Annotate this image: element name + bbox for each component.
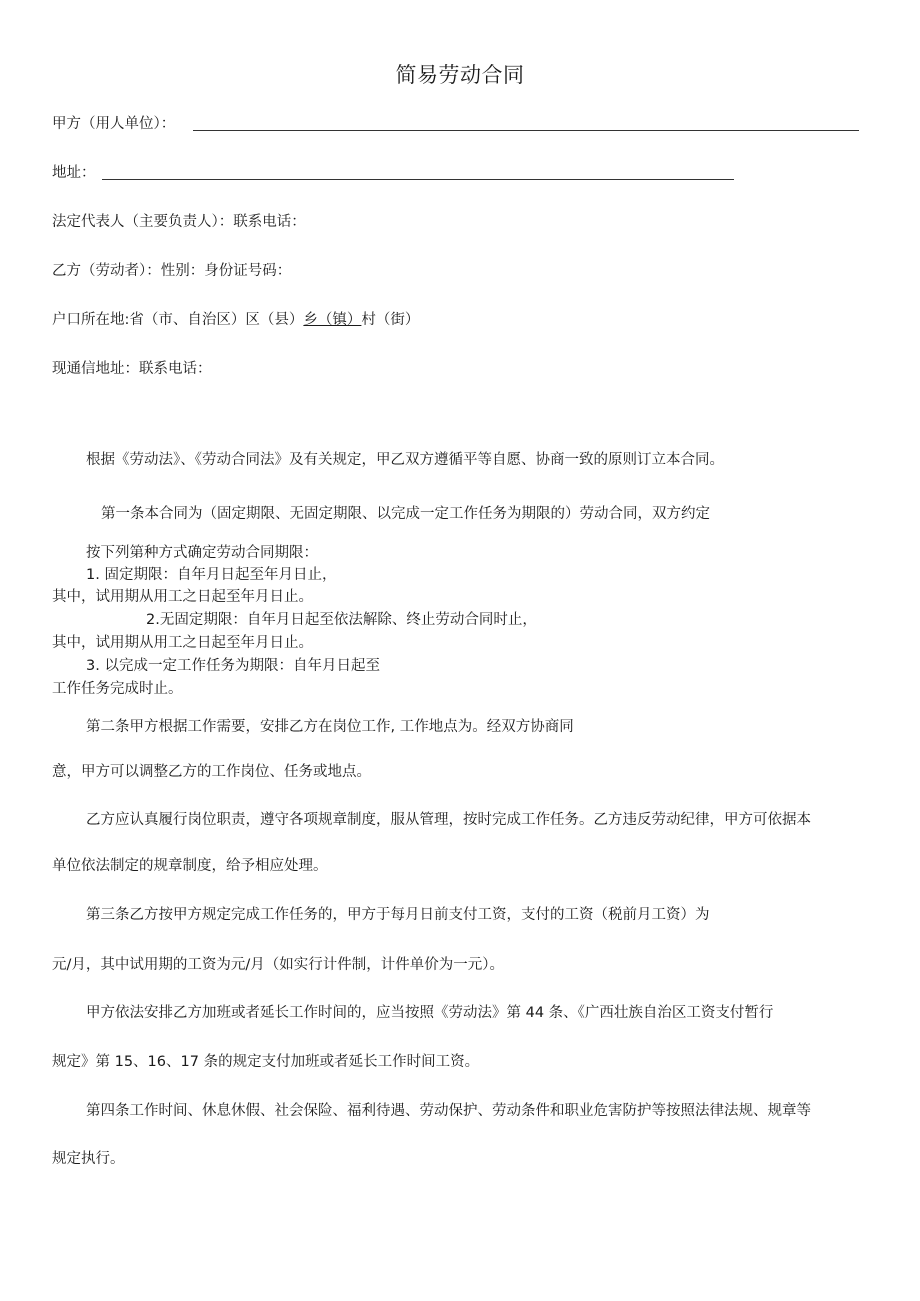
item1-line1: 1. 固定期限：自年月日起至年月日止，: [86, 567, 337, 583]
article1-line1: 第一条本合同为（固定期限、无固定期限、以完成一定工作任务为期限的）劳动合同，双方约定: [101, 506, 710, 522]
household-suffix: 村（街）: [361, 312, 420, 328]
item3-line2: 工作任务完成时止。: [52, 681, 183, 697]
address-field[interactable]: [102, 179, 734, 180]
intro-paragraph: 根据《劳动法》、《劳动合同法》及有关规定，甲乙双方遵循平等自愿、协商一致的原则订立本合同。: [86, 452, 724, 468]
article4-line1: 第四条工作时间、休息休假、社会保险、福利待遇、劳动保护、劳动条件和职业危害防护等按照法律法规、规章等: [86, 1103, 811, 1119]
item2-line1: 2.无固定期限：自年月日起至依法解除、终止劳动合同时止，: [146, 612, 537, 628]
item3-line1: 3. 以完成一定工作任务为期限：自年月日起至: [86, 658, 380, 674]
overtime-line2: 规定》第 15、16、17 条的规定支付加班或者延长工作时间工资。: [52, 1054, 480, 1070]
item2-line2: 其中，试用期从用工之日起至年月日止。: [52, 635, 313, 651]
page-title: 简易劳动合同: [395, 63, 525, 87]
article3-line1: 第三条乙方按甲方规定完成工作任务的，甲方于每月日前支付工资，支付的工资（税前月工资）为: [86, 907, 710, 923]
item1-line2: 其中，试用期从用工之日起至年月日止。: [52, 589, 313, 605]
article2-line1: 第二条甲方根据工作需要，安排乙方在岗位工作, 工作地点为。经双方协商同: [86, 719, 574, 735]
article3-line2: 元/月，其中试用期的工资为元/月（如实行计件制，计件单价为一元）。: [52, 957, 505, 973]
household-registration: [52, 310, 419, 330]
household-town: 乡（镇）: [303, 312, 362, 328]
legal-rep-label: 法定代表人（主要负责人）：联系电话：: [52, 214, 306, 230]
article2-line2: 意，甲方可以调整乙方的工作岗位、任务或地点。: [52, 764, 371, 780]
duty-line2: 单位依法制定的规章制度，给予相应处理。: [52, 858, 328, 874]
party-a-label: 甲方（用人单位）：: [52, 116, 176, 132]
household-prefix: 户口所在地:省（市、自治区）区（县）: [52, 312, 304, 328]
article4-line2: 规定执行。: [52, 1151, 125, 1167]
overtime-line1: 甲方依法安排乙方加班或者延长工作时间的，应当按照《劳动法》第 44 条、《广西壮族自治区工资支付暂行: [86, 1005, 774, 1021]
article1-line2: 按下列第种方式确定劳动合同期限：: [86, 545, 318, 561]
party-b-label: 乙方（劳动者）：性别：身份证号码：: [52, 263, 292, 279]
address-label: 地址：: [52, 165, 96, 181]
duty-line1: 乙方应认真履行岗位职责，遵守各项规章制度，服从管理，按时完成工作任务。乙方违反劳动纪律，甲方可依据本: [86, 812, 811, 828]
current-address-label: 现通信地址：联系电话：: [52, 361, 212, 377]
party-a-field[interactable]: [193, 130, 859, 131]
